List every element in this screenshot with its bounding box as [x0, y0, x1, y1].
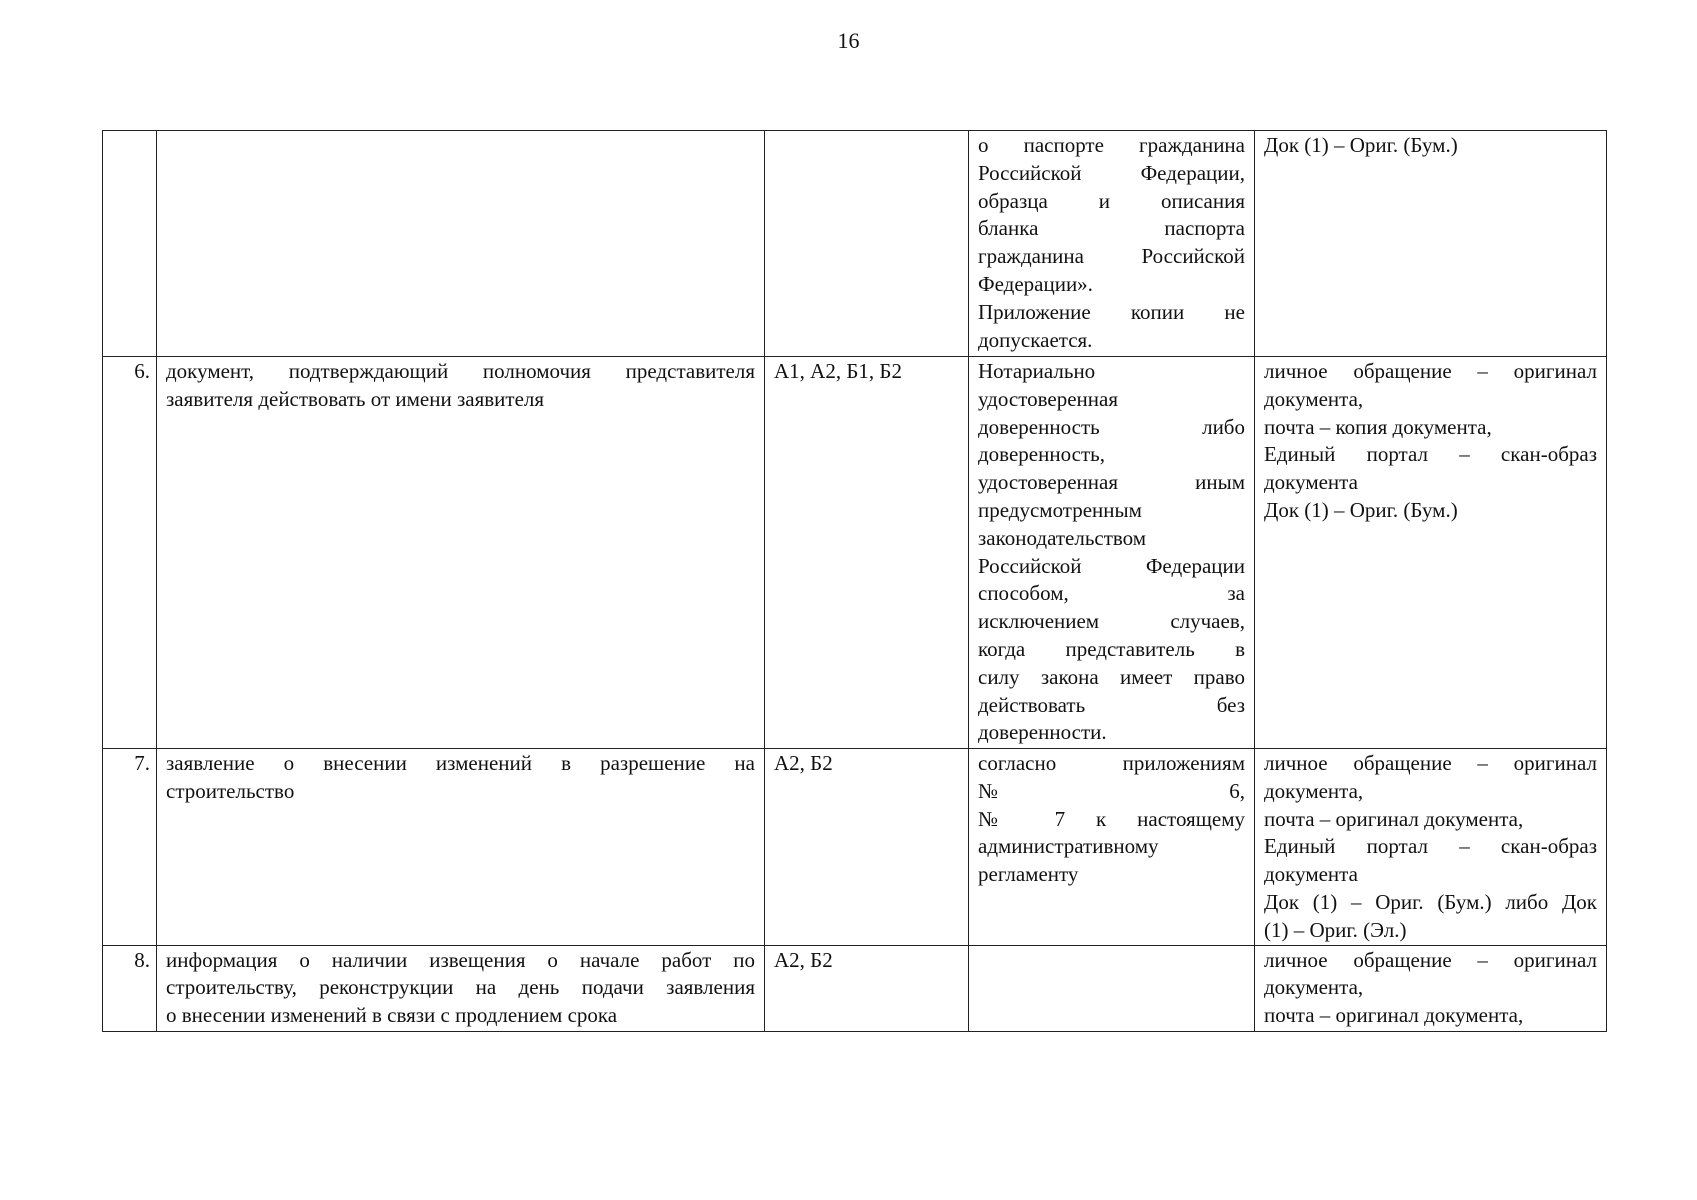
cell-text-line: документ, подтверждающий полномочия представителя: [166, 359, 755, 383]
cell-text-line: строительство: [166, 778, 295, 803]
document-name-cell: [157, 749, 765, 946]
document-name-cell: [157, 357, 765, 749]
cell-text-line: документа: [1264, 470, 1358, 495]
cell-text-line: документа: [1264, 862, 1358, 887]
document-requirements-cell: [969, 945, 1255, 1031]
cell-text-line: действовать без: [978, 692, 1245, 717]
cell-text-line: доверенность либо: [978, 414, 1245, 439]
cell-text-line: силу закона имеет право: [978, 664, 1245, 689]
cell-text-line: № 6,: [978, 778, 1245, 803]
table-row: [103, 357, 1607, 749]
cell-text-line: документа,: [1264, 975, 1364, 1000]
cell-text-line: (1) – Ориг. (Эл.): [1264, 917, 1407, 942]
cell-text-line: документа,: [1264, 386, 1364, 411]
cell-text-line: заявителя действовать от имени заявителя: [166, 386, 545, 411]
row-number: [103, 131, 157, 357]
submission-method-cell: [1255, 749, 1607, 946]
cell-text-line: о внесении изменений в связи с продлением срока: [166, 1003, 618, 1028]
table-row: [103, 749, 1607, 946]
applicant-categories-cell: А2, Б2: [765, 749, 969, 946]
cell-text-line: образца и описания: [978, 188, 1245, 213]
cell-text-line: заявление о внесении изменений в разрешение на: [166, 751, 755, 775]
submission-method-cell: [1255, 945, 1607, 1031]
cell-text-line: Док (1) – Ориг. (Бум.): [1264, 133, 1458, 157]
documents-table-body: [103, 131, 1607, 1032]
cell-text-line: бланка паспорта: [978, 216, 1245, 241]
cell-text-line: Единый портал – скан-образ: [1264, 834, 1597, 859]
cell-text-line: личное обращение – оригинал: [1264, 947, 1597, 972]
cell-text-line: почта – оригинал документа,: [1264, 1003, 1524, 1028]
row-number: 8.: [103, 945, 157, 1031]
applicant-categories-cell: А2, Б2: [765, 945, 969, 1031]
cell-text-line: удостоверенная: [978, 386, 1118, 411]
table-row: [103, 131, 1607, 357]
cell-text-line: Док (1) – Ориг. (Бум.): [1264, 497, 1458, 522]
cell-text-line: строительству, реконструкции на день подачи заявления: [166, 975, 755, 1000]
cell-text-line: почта – оригинал документа,: [1264, 806, 1524, 831]
documents-table: [102, 130, 1607, 1032]
submission-method-cell: [1255, 131, 1607, 357]
cell-text-line: согласно приложениям: [978, 751, 1245, 775]
row-number: 6.: [103, 357, 157, 749]
cell-text-line: личное обращение – оригинал: [1264, 751, 1597, 775]
cell-text-line: законодательством: [978, 525, 1147, 550]
document-requirements-cell: [969, 749, 1255, 946]
cell-text-line: предусмотренным: [978, 497, 1142, 522]
document-name-cell: [157, 131, 765, 357]
document-requirements-cell: [969, 357, 1255, 749]
document-requirements-cell: [969, 131, 1255, 357]
cell-text-line: административному: [978, 834, 1159, 859]
cell-text-line: личное обращение – оригинал: [1264, 359, 1597, 383]
cell-text-line: гражданина Российской: [978, 244, 1245, 269]
applicant-categories-cell: [765, 131, 969, 357]
cell-text-line: Нотариально: [978, 359, 1096, 383]
submission-method-cell: [1255, 357, 1607, 749]
cell-text-line: доверенности.: [978, 720, 1107, 745]
cell-text-line: о паспорте гражданина: [978, 133, 1245, 157]
cell-text-line: Док (1) – Ориг. (Бум.) либо Док: [1264, 889, 1597, 914]
page-number: 16: [837, 28, 860, 53]
cell-text-line: № 7 к настоящему: [978, 806, 1245, 831]
cell-text-line: когда представитель в: [978, 636, 1245, 661]
cell-text-line: документа,: [1264, 778, 1364, 803]
cell-text-line: Приложение копии не: [978, 299, 1245, 324]
cell-text-line: Российской Федерации: [978, 553, 1245, 578]
cell-text-line: Российской Федерации,: [978, 160, 1245, 185]
cell-text-line: допускается.: [978, 327, 1093, 352]
cell-text-line: Федерации».: [978, 271, 1093, 296]
document-name-cell: [157, 945, 765, 1031]
cell-text-line: исключением случаев,: [978, 609, 1245, 634]
cell-text-line: Единый портал – скан-образ: [1264, 442, 1597, 467]
cell-text-line: способом, за: [978, 581, 1245, 606]
cell-text-line: удостоверенная иным: [978, 470, 1245, 495]
cell-text-line: почта – копия документа,: [1264, 414, 1492, 439]
cell-text-line: информация о наличии извещения о начале работ по: [166, 947, 755, 972]
row-number: 7.: [103, 749, 157, 946]
table-row: [103, 945, 1607, 1031]
cell-text-line: регламенту: [978, 862, 1079, 887]
applicant-categories-cell: А1, А2, Б1, Б2: [765, 357, 969, 749]
cell-text-line: доверенность,: [978, 442, 1105, 467]
